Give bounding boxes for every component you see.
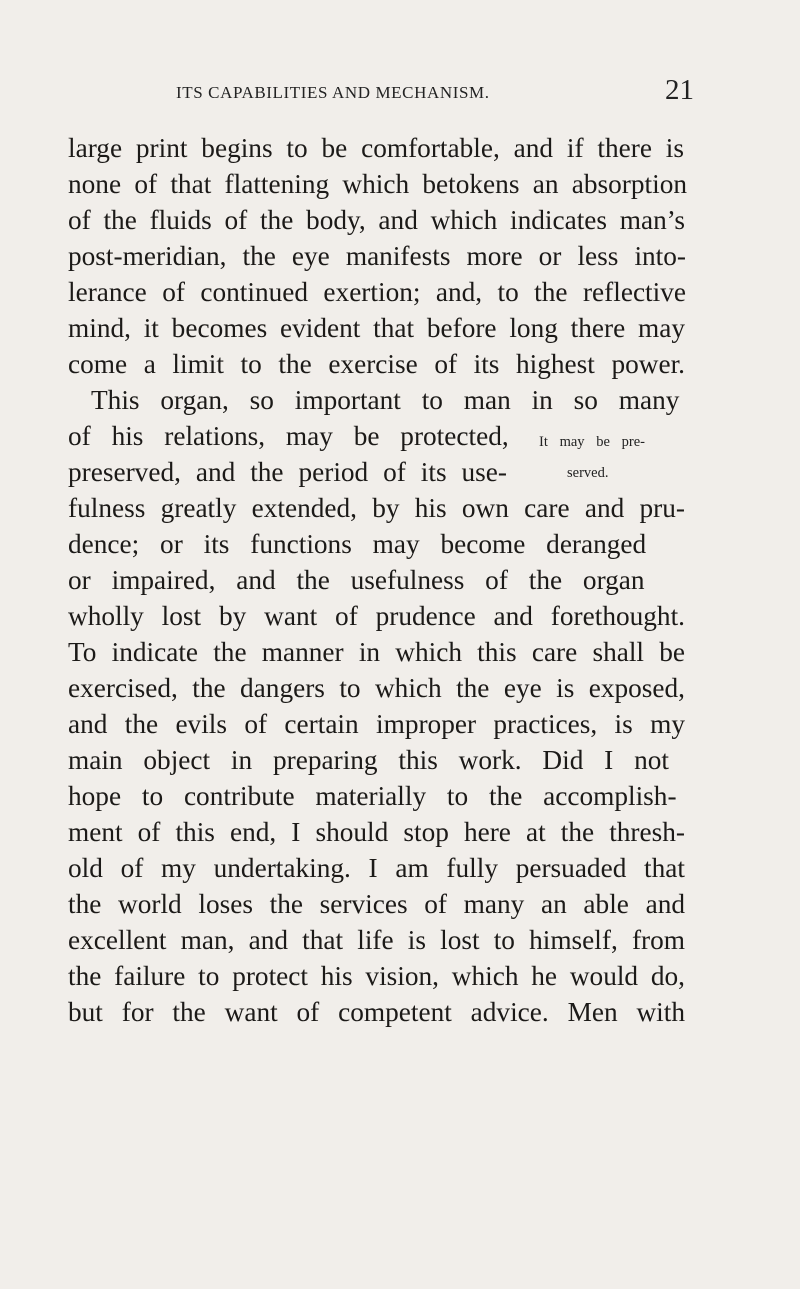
text-line: and the evils of certain improper practices, is my — [68, 709, 685, 739]
text-line: post-meridian, the eye manifests more or less into- — [68, 241, 686, 271]
text-line: the world loses the services of many an able and — [68, 889, 685, 919]
text-line: come a limit to the exercise of its highest power. — [68, 349, 685, 379]
text-line: To indicate the manner in which this care shall be — [68, 637, 685, 667]
text-line: ment of this end, I should stop here at the thresh- — [68, 817, 685, 847]
text-line: mind, it becomes evident that before long there may — [68, 313, 685, 343]
text-line: or impaired, and the usefulness of the organ — [68, 565, 645, 595]
text-line: of his relations, may be protected, — [68, 421, 509, 451]
text-line: excellent man, and that life is lost to himself, from — [68, 925, 685, 955]
text-line: large print begins to be comfortable, and if there is — [68, 133, 684, 163]
text-line: but for the want of competent advice. Men with — [68, 997, 685, 1027]
text-line: This organ, so important to man in so many — [91, 385, 680, 415]
text-line: hope to contribute materially to the accomplish- — [68, 781, 677, 811]
side-note-line-1: It may be pre- — [539, 434, 645, 450]
text-line: preserved, and the period of its use- — [68, 457, 507, 487]
text-line: exercised, the dangers to which the eye is exposed, — [68, 673, 685, 703]
text-line: of the fluids of the body, and which indicates man’s — [68, 205, 685, 235]
page-number: 21 — [665, 74, 694, 106]
text-line: main object in preparing this work. Did I not — [68, 745, 669, 775]
text-line: fulness greatly extended, by his own care and pru- — [68, 493, 685, 523]
running-title: ITS CAPABILITIES AND MECHANISM. — [176, 83, 490, 102]
text-line: dence; or its functions may become deranged — [68, 529, 647, 559]
text-line: wholly lost by want of prudence and forethought. — [68, 601, 685, 631]
text-line: old of my undertaking. I am fully persuaded that — [68, 853, 685, 883]
text-line: lerance of continued exertion; and, to the reflective — [68, 277, 686, 307]
text-line: the failure to protect his vision, which he would do, — [68, 961, 685, 991]
text-line: none of that flattening which betokens an absorption — [68, 169, 687, 199]
side-note-line-2: served. — [567, 465, 609, 481]
